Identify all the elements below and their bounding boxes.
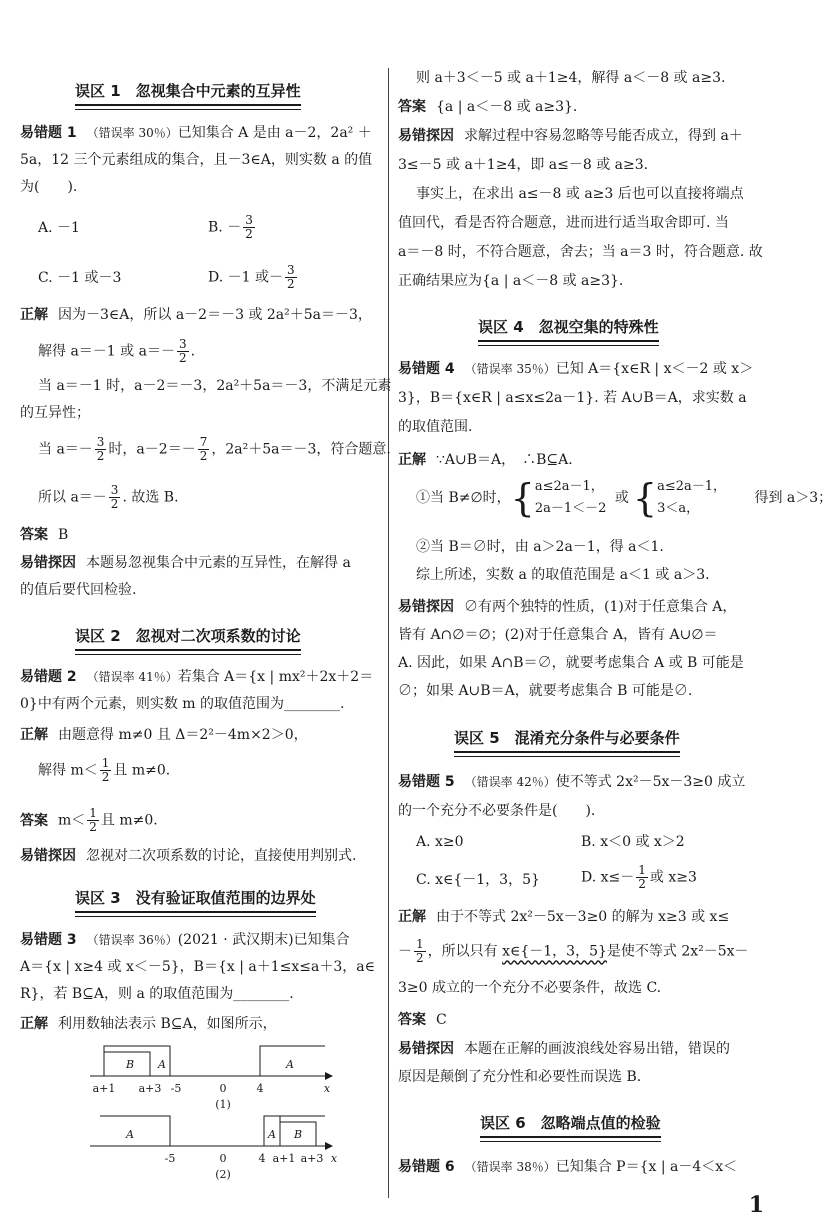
solution-text: 综上所述，实数 a 的取值范围是 a＜1 或 a＞3. — [416, 567, 710, 583]
solution-label: 正解 — [20, 727, 48, 743]
solution-text: 当 a＝－1 时，a－2＝－3，2a²＋5a＝－3，不满足元素 — [38, 378, 392, 394]
solution-text: － $\frac{1}{2}$ ，所以只有 x∈{－1，3，5}是使不等式 2x²－5x－ — [398, 937, 749, 965]
solution-text: 的互异性； — [20, 405, 90, 421]
solution-1: 正解 因为－3∈A，所以 a－2＝－3 或 2a²＋5a＝－3， — [20, 307, 372, 323]
error-cause-text: 3≤－5 或 a＋1≥4，即 a≤－8 或 a≥3. — [398, 157, 649, 173]
section-heading-3 — [75, 887, 316, 909]
question-5: 易错题 5 （错误率 42％）使不等式 2x²－5x－3≥0 成立 — [398, 774, 746, 790]
question-text: 0}中有两个元素，则实数 m 的取值范围为________. — [20, 696, 345, 712]
option-a: A. x≥0 — [416, 834, 464, 850]
axis-label: x — [330, 1152, 338, 1165]
option-d: D. x≤－ $\frac{1}{2}$ 或 x≥3 — [581, 863, 697, 891]
label-a: A — [126, 1128, 134, 1141]
error-rate: （错误率 36％） — [86, 933, 178, 947]
answer-label: 答案 — [398, 99, 426, 115]
section-title: 误区 1 忽视集合中元素的互异性 — [75, 82, 301, 100]
error-cause-text: a＝－8 时，不符合题意，舍去；当 a＝3 时，符合题意. 故 — [398, 244, 763, 260]
question-3: 易错题 3 （错误率 36％）(2021 · 武汉期末)已知集合 — [20, 932, 350, 948]
solution-2: 正解 由题意得 m≠0 且 Δ＝2²－4m×2＞0， — [20, 727, 308, 743]
error-cause-5: 易错探因 本题在正解的画波浪线处容易出错，错误的 — [398, 1041, 730, 1057]
number-line-figure-1 — [90, 1040, 350, 1110]
question-label: 易错题 3 — [20, 932, 77, 948]
question-text: 的取值范围. — [398, 419, 473, 435]
axis-label: x — [323, 1082, 331, 1095]
section-title: 误区 2 忽视对二次项系数的讨论 — [75, 627, 301, 645]
tick-label: -5 — [164, 1152, 176, 1165]
option-b: B. x＜0 或 x＞2 — [581, 834, 685, 850]
error-rate: （错误率 35％） — [464, 362, 556, 376]
option-b: B. － $\frac{3}{2}$ — [208, 213, 253, 241]
question-6: 易错题 6 （错误率 38％）已知集合 P＝{x | a－4＜x＜ — [398, 1159, 738, 1175]
error-cause-text: 原因是颠倒了充分性和必要性而误选 B. — [398, 1069, 642, 1085]
solution-text: 则 a＋3＜－5 或 a＋1≥4，解得 a＜－8 或 a≥3. — [416, 70, 726, 86]
tick-label: -5 — [170, 1082, 182, 1095]
question-text: R}，若 B⊆A，则 a 的取值范围为________. — [20, 986, 294, 1002]
number-line-figure-2 — [90, 1110, 350, 1180]
question-text: 为( ). — [20, 179, 78, 195]
answer-5: 答案 C — [398, 1012, 447, 1028]
wavy-underlined-text: x∈{－1，3，5} — [502, 943, 607, 960]
tick-label: 4 — [258, 1152, 266, 1165]
section-title: 误区 5 混淆充分条件与必要条件 — [454, 729, 680, 747]
option-a: A. －1 — [38, 220, 80, 236]
column-divider — [388, 68, 389, 1198]
solution-4: 正解 ∵A∪B＝A， ∴B⊆A. — [398, 452, 573, 468]
answer-3: 答案 {a | a＜－8 或 a≥3}. — [398, 99, 578, 115]
label-a: A — [268, 1128, 276, 1141]
question-4: 易错题 4 （错误率 35％）已知 A＝{x∈R | x＜－2 或 x＞ — [398, 361, 754, 377]
solution-text: 当 a＝－ $\frac{3}{2}$ 时，a－2＝－ $\frac{7}{2}$ ，2a²＋5a＝－3，符合题意. — [38, 435, 391, 463]
tick-label: a+3 — [300, 1152, 324, 1165]
error-cause-label: 易错探因 — [398, 128, 454, 144]
section-heading-2 — [75, 625, 301, 647]
error-cause-1: 易错探因 本题易忽视集合中元素的互异性，在解得 a — [20, 555, 351, 571]
question-text: A＝{x | x≥4 或 x＜－5}，B＝{x | a＋1≤x≤a＋3，a∈ — [20, 959, 375, 975]
solution-label: 正解 — [20, 307, 48, 323]
section-heading-4 — [478, 316, 659, 338]
solution-label: 正解 — [20, 1016, 48, 1032]
error-cause-text: 的值后要代回检验. — [20, 582, 137, 598]
label-b: B — [293, 1128, 303, 1141]
error-cause-text: A. 因此，如果 A∩B＝∅，就要考虑集合 A 或 B 可能是 — [398, 655, 744, 671]
question-text: 3}，B＝{x∈R | a≤x≤2a－1}. 若 A∪B＝A，求实数 a — [398, 390, 747, 406]
question-label: 易错题 2 — [20, 669, 77, 685]
section-title: 误区 3 没有验证取值范围的边界处 — [75, 889, 316, 907]
question-label: 易错题 1 — [20, 125, 77, 141]
page-number: 1 — [748, 1192, 764, 1218]
error-rate: （错误率 41％） — [86, 670, 178, 684]
solution-5: 正解 由于不等式 2x²－5x－3≥0 的解为 x≥3 或 x≤ — [398, 909, 730, 925]
error-rate: （错误率 42％） — [464, 775, 556, 789]
question-label: 易错题 6 — [398, 1159, 455, 1175]
section-title: 误区 4 忽视空集的特殊性 — [478, 318, 659, 336]
section-heading-1 — [75, 80, 301, 102]
solution-text: ②当 B＝∅时，由 a＞2a－1，得 a＜1. — [416, 539, 664, 555]
section-heading-5 — [454, 727, 680, 749]
solution-label: 正解 — [398, 909, 426, 925]
error-cause-label: 易错探因 — [398, 599, 454, 615]
fraction: $\frac{3}{2}$ — [286, 263, 295, 291]
solution-system: ①当 B≠∅时，{ a≤2a－1， 2a－1＜－2 或 { a≤2a－1， 3＜a， 得到 a＞3； — [416, 476, 832, 520]
label-b: B — [125, 1058, 135, 1071]
question-label: 易错题 5 — [398, 774, 455, 790]
question-2: 易错题 2 （错误率 41％）若集合 A＝{x | mx²＋2x＋2＝ — [20, 669, 374, 685]
answer-label: 答案 — [20, 527, 48, 543]
error-cause-label: 易错探因 — [20, 848, 76, 864]
tick-label: a+1 — [272, 1152, 296, 1165]
error-cause-text: 正确结果应为{a | a＜－8 或 a≥3}. — [398, 273, 624, 289]
solution-text: 所以 a＝－ $\frac{3}{2}$ . 故选 B. — [38, 483, 179, 511]
question-text: 的一个充分不必要条件是( ). — [398, 803, 596, 819]
answer-label: 答案 — [398, 1012, 426, 1028]
option-c: C. －1 或－3 — [38, 270, 122, 286]
error-rate: （错误率 38％） — [464, 1160, 556, 1174]
error-rate: （错误率 30％） — [86, 126, 178, 140]
label-a: A — [158, 1058, 166, 1071]
tick-label: a+1 — [92, 1082, 116, 1095]
section-heading-6 — [480, 1112, 661, 1134]
error-cause-3: 易错探因 求解过程中容易忽略等号能否成立，得到 a＋ — [398, 128, 743, 144]
option-c: C. x∈{－1，3，5} — [416, 872, 540, 888]
figure-caption: (2) — [215, 1168, 231, 1181]
solution-label: 正解 — [398, 452, 426, 468]
tick-label: 0 — [219, 1082, 227, 1095]
solution-text: 3≥0 成立的一个充分不必要条件，故选 C. — [398, 980, 662, 996]
label-a: A — [286, 1058, 294, 1071]
solution-3: 正解 利用数轴法表示 B⊆A，如图所示， — [20, 1016, 277, 1032]
section-title: 误区 6 忽略端点值的检验 — [480, 1114, 661, 1132]
figure-caption: (1) — [215, 1098, 231, 1111]
tick-label: 0 — [219, 1152, 227, 1165]
error-cause-text: 值回代，看是否符合题意，进而进行适当取舍即可. 当 — [398, 215, 729, 231]
solution-text: 解得 a＝－1 或 a＝－ $\frac{3}{2}$ . — [38, 337, 196, 365]
option-d: D. －1 或－ $\frac{3}{2}$ — [208, 263, 295, 291]
question-1: 易错题 1 （错误率 30％）已知集合 A 是由 a－2，2a² ＋ — [20, 125, 372, 141]
question-label: 易错题 4 — [398, 361, 455, 377]
error-cause-text: ∅；如果 A∪B＝A，就要考虑集合 B 可能是∅. — [398, 683, 693, 699]
solution-text: 解得 m＜ $\frac{1}{2}$ 且 m≠0. — [38, 756, 171, 784]
question-text: 5a，12 三个元素组成的集合，且－3∈A，则实数 a 的值 — [20, 152, 373, 168]
answer-label: 答案 — [20, 812, 48, 829]
error-cause-label: 易错探因 — [20, 555, 76, 571]
error-cause-text: 皆有 A∩∅＝∅；(2)对于任意集合 A，皆有 A∪∅＝ — [398, 627, 718, 643]
answer-2: 答案 m＜ $\frac{1}{2}$ 且 m≠0. — [20, 806, 158, 834]
answer-1: 答案 B — [20, 527, 69, 543]
error-cause-text: 事实上，在求出 a≤－8 或 a≥3 后也可以直接将端点 — [416, 186, 744, 202]
error-cause-label: 易错探因 — [398, 1041, 454, 1057]
error-cause-4: 易错探因 ∅有两个独特的性质，(1)对于任意集合 A， — [398, 599, 737, 615]
tick-label: 4 — [256, 1082, 264, 1095]
error-cause-2: 易错探因 忽视对二次项系数的讨论，直接使用判别式. — [20, 848, 357, 864]
fraction: $\frac{3}{2}$ — [245, 213, 253, 241]
tick-label: a+3 — [138, 1082, 162, 1095]
